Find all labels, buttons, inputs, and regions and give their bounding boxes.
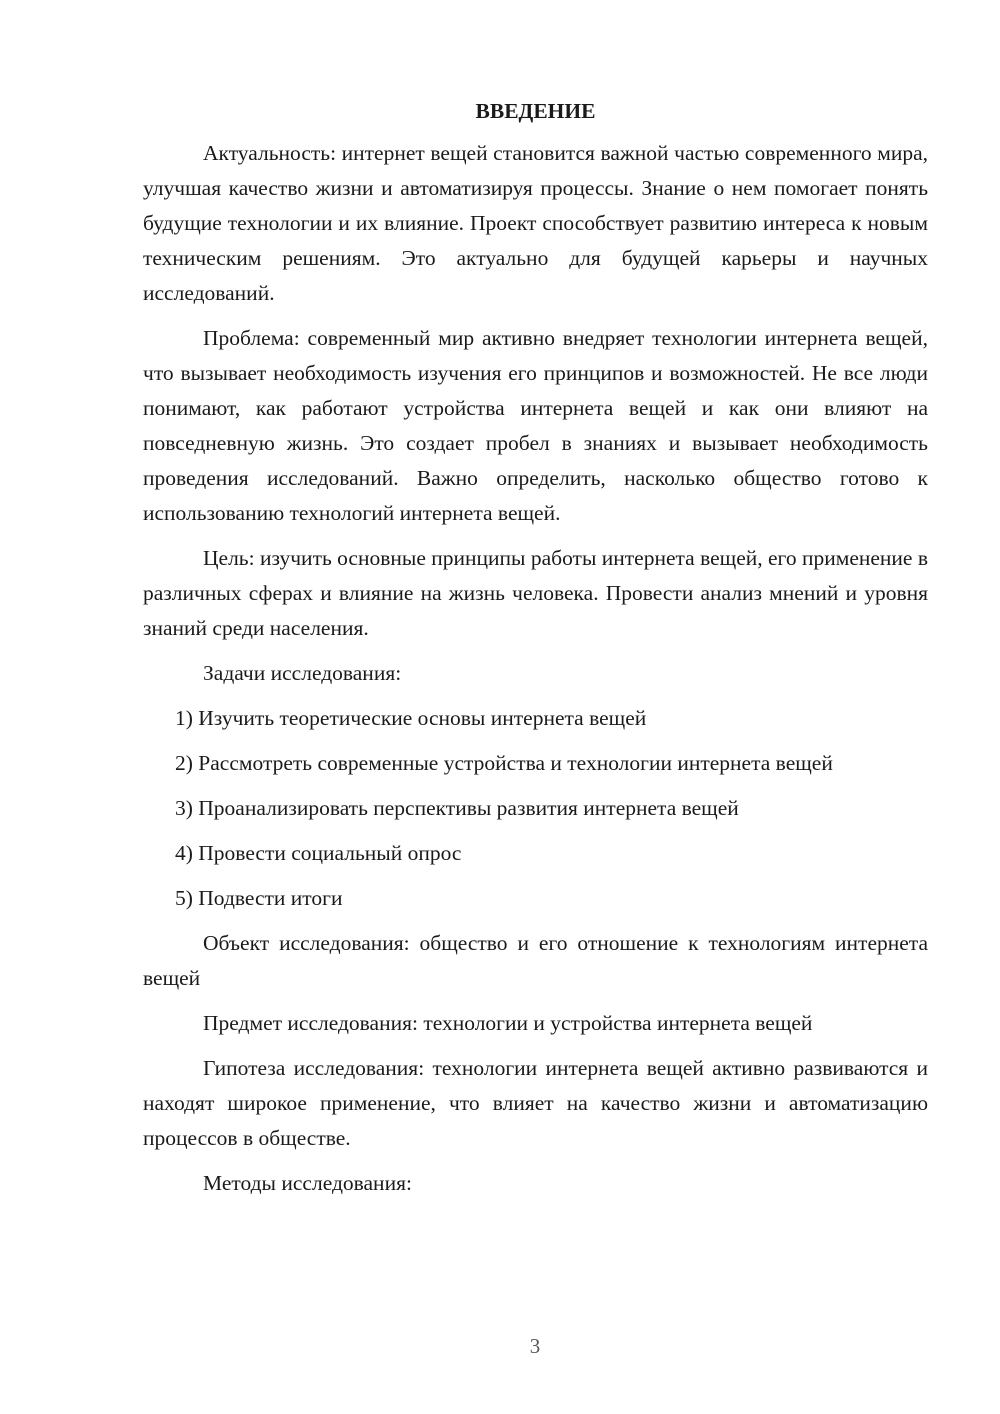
- paragraph-subject: Предмет исследования: технологии и устройства интернета вещей: [203, 1011, 813, 1035]
- paragraph-problem: Проблема: современный мир активно внедряет технологии интернета вещей, что вызывает необходимость изучения его принципов и возможностей. Не все люди понимают, как работают устройства интернета вещей и как они влияют на повседневную жизнь. Это создает пробел в знаниях и вызывает необходимость проведения исследований. Важно определить, насколько общество готово к использованию технологий интернета вещей.: [143, 326, 928, 525]
- paragraph-goal: Цель: изучить основные принципы работы интернета вещей, его применение в различных сферах и влияние на жизнь человека. Провести анализ мнений и уровня знаний среди населения.: [143, 546, 929, 640]
- document-page: [143, 96, 928, 1211]
- section-title: ВВЕДЕНИЕ: [475, 99, 596, 123]
- task-item-4: 4) Провести социальный опрос: [175, 841, 462, 865]
- page-number: 3: [529, 1334, 541, 1358]
- paragraph-relevance: Актуальность: интернет вещей становится важной частью современного мира, улучшая качество жизни и автоматизируя процессы. Знание о нем помогает понять будущие технологии и их влияние. Проект способствует развитию интереса к новым техническим решениям. Это актуально для будущей карьеры и научных исследований.: [143, 141, 928, 305]
- paragraph-hypothesis: Гипотеза исследования: технологии интернета вещей активно развиваются и находят широкое применение, что влияет на качество жизни и автоматизацию процессов в обществе.: [143, 1056, 928, 1150]
- task-item-1: 1) Изучить теоретические основы интернета вещей: [175, 706, 647, 730]
- paragraph-tasks-heading: Задачи исследования:: [203, 661, 402, 685]
- task-item-2: 2) Рассмотреть современные устройства и технологии интернета вещей: [175, 751, 833, 775]
- paragraph-object: Объект исследования: общество и его отношение к технологиям интернета вещей: [143, 931, 928, 990]
- task-item-5: 5) Подвести итоги: [175, 886, 343, 910]
- task-item-3: 3) Проанализировать перспективы развития интернета вещей: [175, 796, 739, 820]
- paragraph-methods: Методы исследования:: [203, 1171, 412, 1195]
